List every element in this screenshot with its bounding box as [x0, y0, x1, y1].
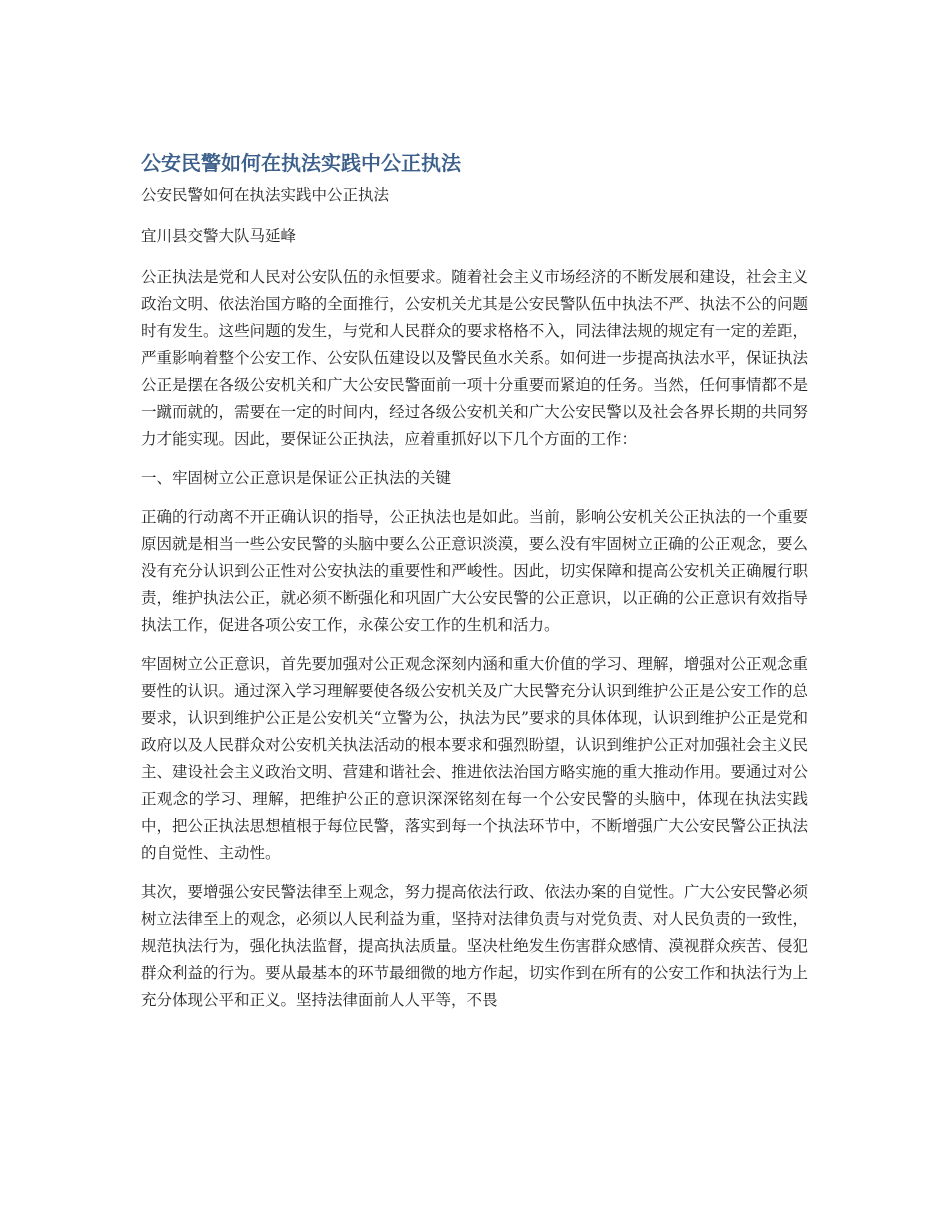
paragraph-1: 正确的行动离不开正确认识的指导，公正执法也是如此。当前，影响公安机关公正执法的一个重要原因就是相当一些公安民警的头脑中要么公正意识淡漠，要么没有牢固树立正确的公正观念，要么没有充分认识到公正性对公安执法的重要性和严峻性。因此，切实保障和提高公安机关正确履行职责，维护执法公正，就必须不断强化和巩固广大公安民警的公正意识，以正确的公正意识有效指导执法工作，促进各项公安工作，永葆公安工作的生机和活力。 — [141, 508, 808, 634]
paragraph-intro: 公正执法是党和人民对公安队伍的永恒要求。随着社会主义市场经济的不断发展和建设，社会主义政治文明、依法治国方略的全面推行，公安机关尤其是公安民警队伍中执法不严、执法不公的问题时有发生。这些问题的发生，与党和人民群众的要求格格不入，同法律法规的规定有一定的差距，严重影响着整个公安工作、公安队伍建设以及警民鱼水关系。如何进一步提高执法水平，保证执法公正是摆在各级公安机关和广大公安民警面前一项十分重要而紧迫的任务。当然，任何事情都不是一蹴而就的，需要在一定的时间内，经过各级公安机关和广大公安民警以及社会各界长期的共同努力才能实现。因此，要保证公正执法，应着重抓好以下几个方面的工作： — [141, 268, 808, 448]
document-subtitle: 公安民警如何在执法实践中公正执法 — [141, 186, 390, 204]
document-author: 宜川县交警大队马延峰 — [141, 227, 297, 245]
document-title: 公安民警如何在执法实践中公正执法 — [141, 151, 461, 175]
section-heading-1: 一、牢固树立公正意识是保证公正执法的关键 — [141, 469, 452, 487]
document-page — [141, 148, 808, 1026]
paragraph-2: 牢固树立公正意识，首先要加强对公正观念深刻内涵和重大价值的学习、理解，增强对公正观念重要性的认识。通过深入学习理解要使各级公安机关及广大民警充分认识到维护公正是公安工作的总要求，认识到维护公正是公安机关“立警为公，执法为民”要求的具体体现，认识到维护公正是党和政府以及人民群众对公安机关执法活动的根本要求和强烈盼望，认识到维护公正对加强社会主义民主、建设社会主义政治文明、营建和谐社会、推进依法治国方略实施的重大推动作用。要通过对公正观念的学习、理解，把维护公正的意识深深铭刻在每一个公安民警的头脑中，体现在执法实践中，把公正执法思想植根于每位民警，落实到每一个执法环节中，不断增强广大公安民警公正执法的自觉性、主动性。 — [141, 655, 808, 862]
paragraph-3: 其次，要增强公安民警法律至上观念，努力提高依法行政、依法办案的自觉性。广大公安民警必须树立法律至上的观念，必须以人民利益为重，坚持对法律负责与对党负责、对人民负责的一致性，规范执法行为，强化执法监督，提高执法质量。坚决杜绝发生伤害群众感情、漠视群众疾苦、侵犯群众利益的行为。要从最基本的环节最细微的地方作起，切实作到在所有的公安工作和执法行为上充分体现公平和正义。坚持法律面前人人平等，不畏 — [141, 883, 808, 1009]
